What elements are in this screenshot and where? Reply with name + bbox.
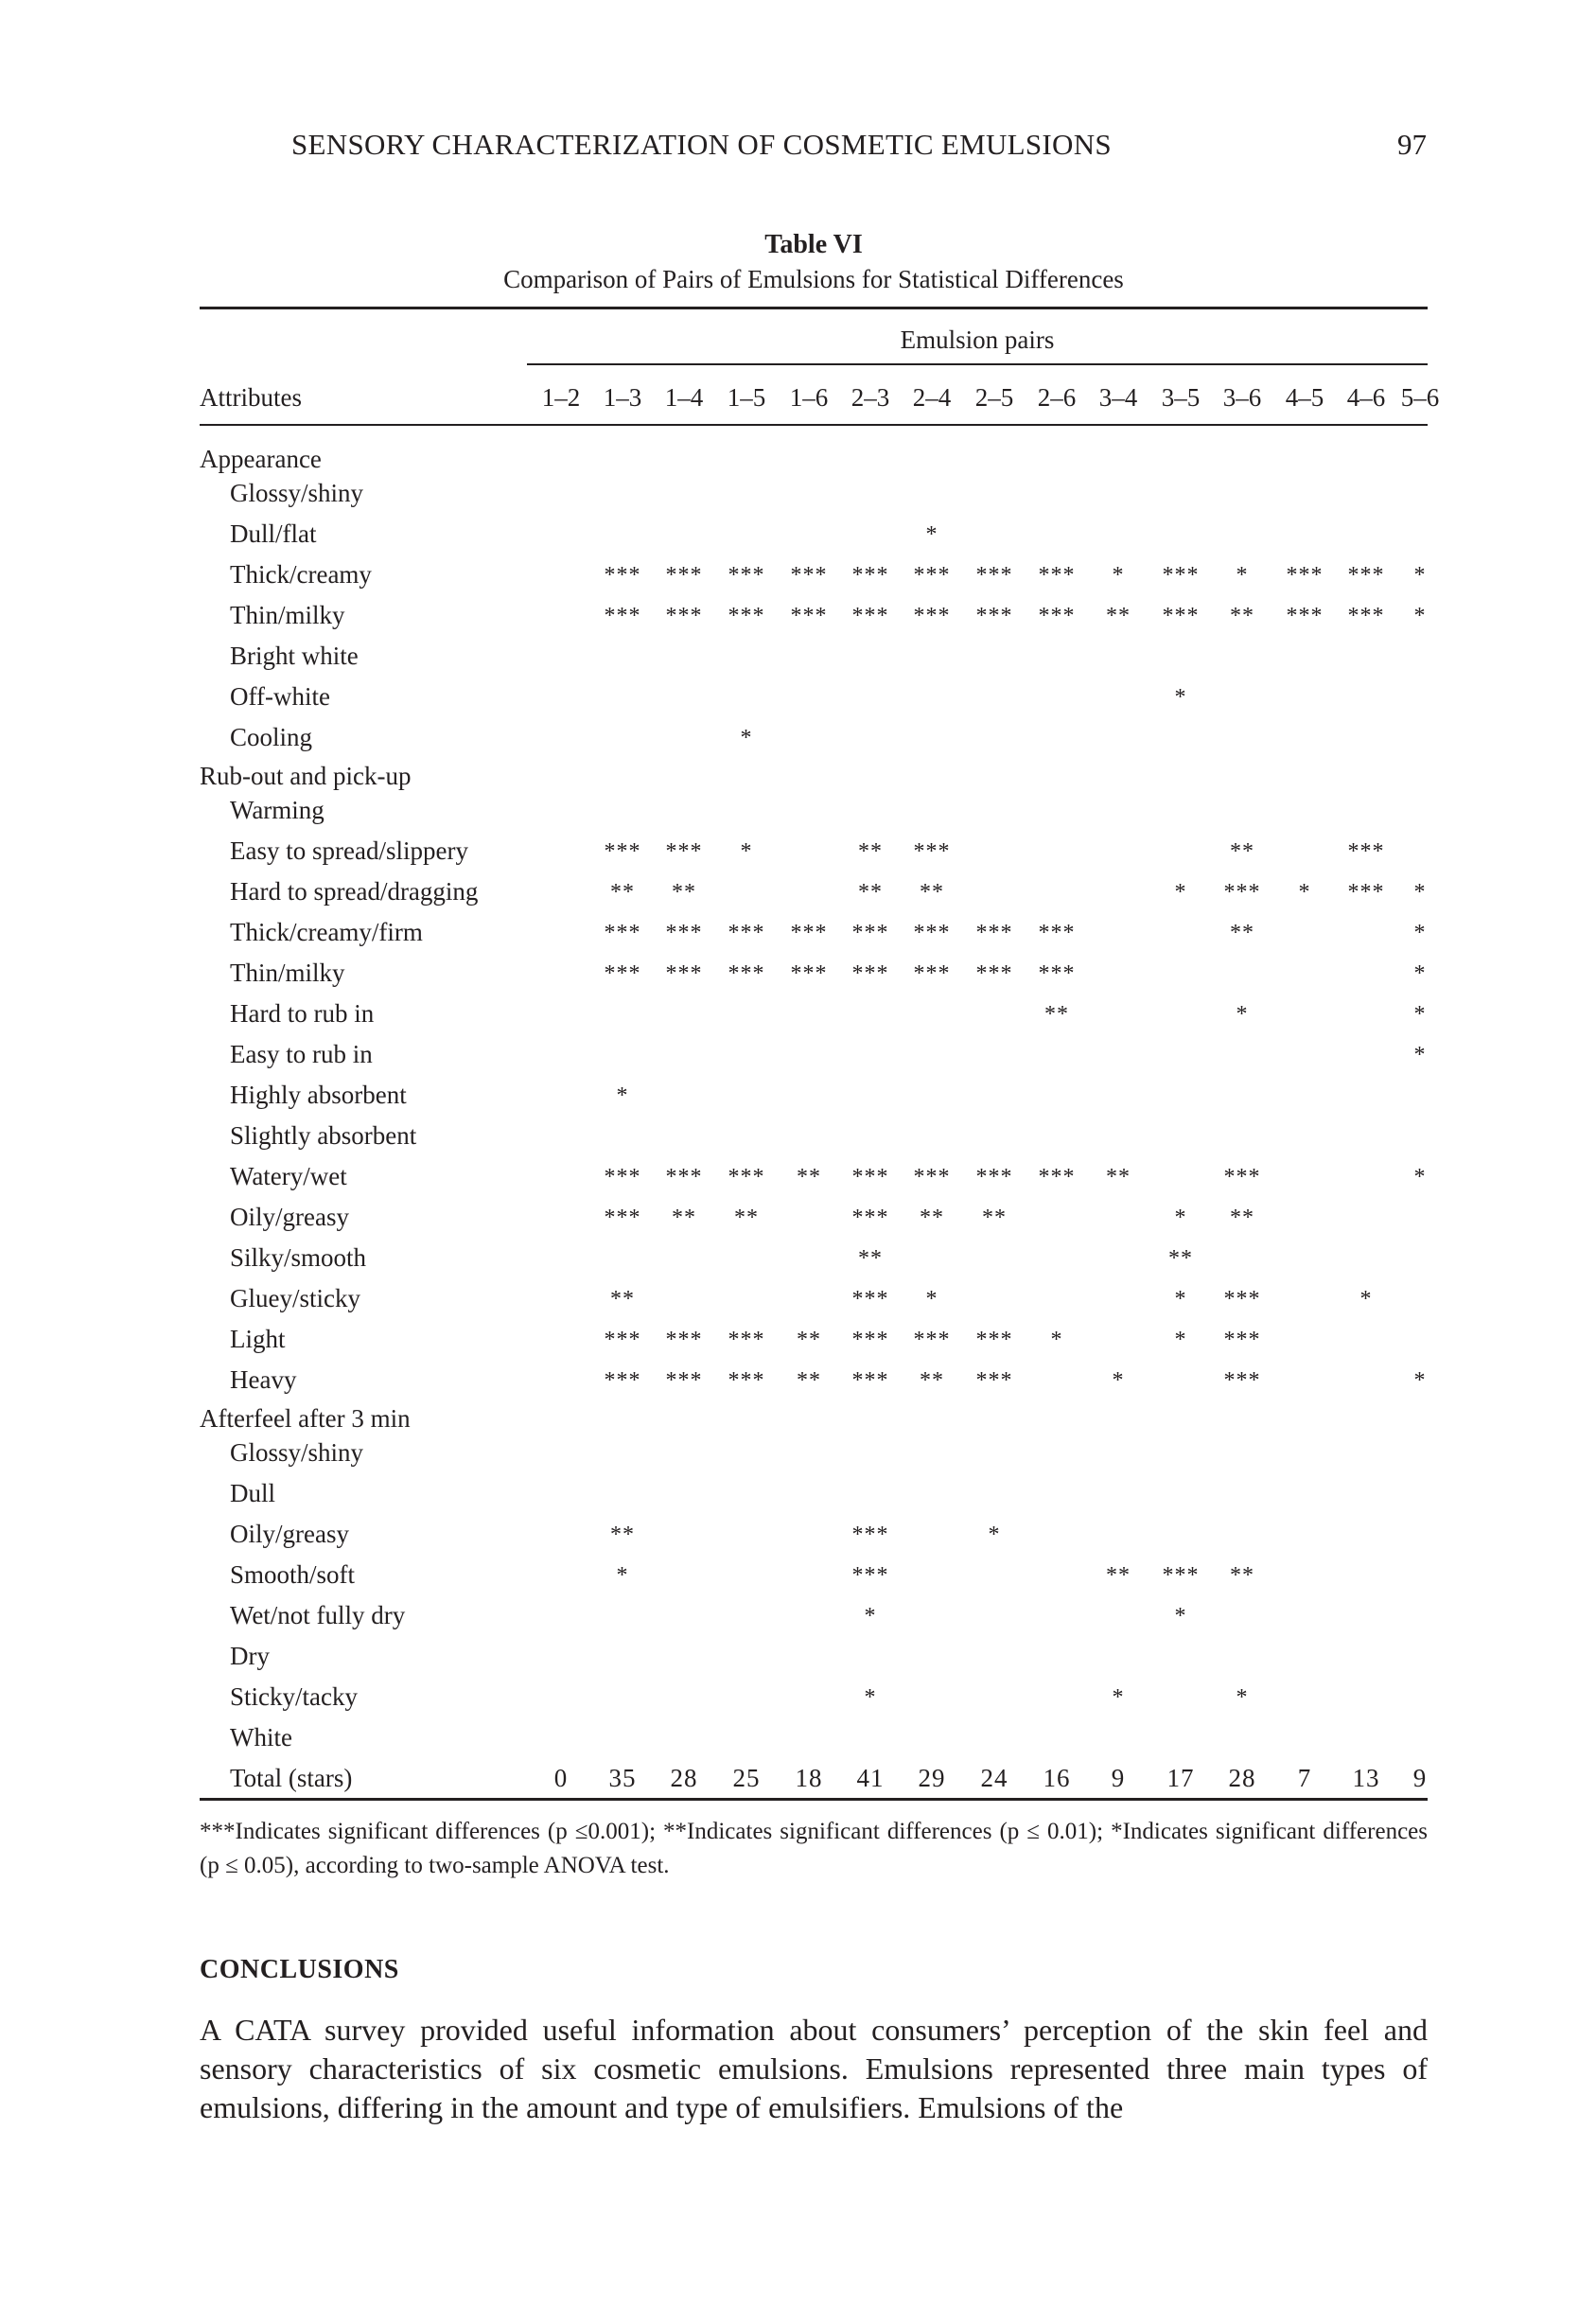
significance-cell: * xyxy=(1112,1685,1125,1710)
significance-cell: ** xyxy=(797,1328,821,1352)
significance-cell: *** xyxy=(728,604,765,628)
significance-cell: *** xyxy=(604,1165,641,1189)
significance-cell: * xyxy=(1236,1685,1249,1710)
significance-cell: * xyxy=(925,1287,938,1311)
significance-cell: * xyxy=(1413,604,1427,628)
table-row xyxy=(0,673,1596,713)
table-row xyxy=(0,827,1596,868)
total-cell: 41 xyxy=(856,1764,885,1792)
conclusions-text: A CATA survey provided useful information about consumers’ perception of the skin feel and sensory characteristics of six cosmetic emulsions. Emulsions represented three main types of emulsions, differing in the amount and type of emulsifiers. Emulsions of the xyxy=(200,2013,1428,2124)
significance-cell: *** xyxy=(913,921,951,945)
significance-cell: * xyxy=(1413,1368,1427,1393)
emulsion-pairs-label: Emulsion pairs xyxy=(900,326,1055,354)
significance-cell: *** xyxy=(1223,880,1261,905)
total-cell: 17 xyxy=(1166,1764,1195,1792)
pair-header: 2–3 xyxy=(851,383,890,412)
significance-cell: *** xyxy=(1038,604,1076,628)
significance-cell: *** xyxy=(975,961,1013,986)
significance-cell: *** xyxy=(665,604,703,628)
significance-cell: *** xyxy=(851,1328,889,1352)
significance-cell: ** xyxy=(1230,1206,1254,1230)
significance-cell: *** xyxy=(604,1328,641,1352)
table-row xyxy=(0,786,1596,827)
significance-cell: * xyxy=(1413,880,1427,905)
table-row xyxy=(0,990,1596,1030)
significance-cell: *** xyxy=(851,604,889,628)
significance-cell: *** xyxy=(665,1368,703,1393)
significance-cell: *** xyxy=(728,1165,765,1189)
significance-cell: *** xyxy=(790,921,828,945)
significance-cell: *** xyxy=(1223,1287,1261,1311)
attribute-label: Thin/milky xyxy=(230,601,345,629)
total-row xyxy=(0,1754,1596,1795)
significance-cell: *** xyxy=(604,839,641,864)
significance-cell: *** xyxy=(1162,1563,1200,1588)
attribute-label: Sticky/tacky xyxy=(230,1682,358,1711)
significance-cell: *** xyxy=(1162,604,1200,628)
significance-cell: ** xyxy=(858,1246,883,1271)
table-row xyxy=(0,469,1596,510)
pair-header: 1–3 xyxy=(603,383,642,412)
significance-cell: *** xyxy=(665,563,703,588)
total-cell: 0 xyxy=(553,1764,569,1792)
running-head: SENSORY CHARACTERIZATION OF COSMETIC EMULSIONS xyxy=(291,128,1112,161)
significance-cell: *** xyxy=(1223,1165,1261,1189)
significance-cell: *** xyxy=(975,563,1013,588)
pair-header: 2–5 xyxy=(974,383,1014,412)
significance-cell: ** xyxy=(1106,1563,1131,1588)
significance-cell: *** xyxy=(1286,604,1324,628)
significance-cell: ** xyxy=(797,1368,821,1393)
attribute-label: Hard to rub in xyxy=(230,999,375,1028)
significance-cell: *** xyxy=(851,563,889,588)
total-cell: 24 xyxy=(980,1764,1008,1792)
significance-cell: *** xyxy=(665,1165,703,1189)
significance-cell: *** xyxy=(728,1328,765,1352)
significance-cell: *** xyxy=(1038,921,1076,945)
significance-cell: *** xyxy=(851,921,889,945)
attribute-label: White xyxy=(230,1723,292,1752)
significance-cell: ** xyxy=(1106,604,1131,628)
attribute-label: Warming xyxy=(230,796,324,824)
section-row xyxy=(0,1397,1596,1433)
significance-cell: *** xyxy=(728,563,765,588)
significance-cell: ** xyxy=(858,839,883,864)
significance-cell: *** xyxy=(975,604,1013,628)
table-row xyxy=(0,1030,1596,1071)
significance-cell: * xyxy=(1050,1328,1063,1352)
table-row xyxy=(0,949,1596,990)
significance-cell: *** xyxy=(1347,604,1385,628)
significance-cell: *** xyxy=(728,921,765,945)
total-cell: 35 xyxy=(608,1764,637,1792)
attribute-label: Dry xyxy=(230,1642,270,1670)
attribute-label: Off-white xyxy=(230,682,330,711)
column-span-rule xyxy=(527,363,1428,365)
attribute-label: Hard to spread/dragging xyxy=(230,877,479,906)
significance-cell: *** xyxy=(665,921,703,945)
table-body xyxy=(0,437,1596,1795)
attribute-label: Glossy/shiny xyxy=(230,479,364,507)
significance-cell: *** xyxy=(913,604,951,628)
significance-cell: *** xyxy=(913,839,951,864)
table-row xyxy=(0,1071,1596,1112)
attribute-label: Smooth/soft xyxy=(230,1560,356,1589)
significance-cell: *** xyxy=(665,1328,703,1352)
table-row xyxy=(0,1112,1596,1153)
significance-cell: *** xyxy=(851,1206,889,1230)
pair-header: 4–5 xyxy=(1285,383,1324,412)
table-title: Table VI xyxy=(764,230,863,259)
attribute-label: Thin/milky xyxy=(230,959,345,987)
significance-cell: * xyxy=(1298,880,1311,905)
attribute-label: Bright white xyxy=(230,642,359,670)
table-row xyxy=(0,1673,1596,1714)
pair-header: 3–6 xyxy=(1222,383,1262,412)
significance-cell: *** xyxy=(790,563,828,588)
table-row xyxy=(0,1356,1596,1397)
significance-cell: *** xyxy=(1347,880,1385,905)
total-cell: 25 xyxy=(732,1764,761,1792)
significance-cell: * xyxy=(616,1563,629,1588)
attribute-label: Silky/smooth xyxy=(230,1243,367,1272)
pair-header: 1–5 xyxy=(727,383,766,412)
significance-cell: ** xyxy=(1106,1165,1131,1189)
table-row xyxy=(0,1632,1596,1673)
attribute-label: Glossy/shiny xyxy=(230,1438,364,1467)
significance-cell: * xyxy=(1236,563,1249,588)
section-row xyxy=(0,754,1596,790)
significance-cell: ** xyxy=(672,1206,696,1230)
table-row xyxy=(0,1315,1596,1356)
attribute-label: Thick/creamy xyxy=(230,560,372,589)
attribute-label: Dull/flat xyxy=(230,519,317,548)
significance-cell: * xyxy=(1413,1002,1427,1027)
significance-cell: ** xyxy=(920,1368,944,1393)
table-row xyxy=(0,1234,1596,1275)
table-row xyxy=(0,591,1596,632)
section-row xyxy=(0,437,1596,473)
attribute-label: Watery/wet xyxy=(230,1162,347,1190)
pair-header: 3–5 xyxy=(1161,383,1201,412)
significance-cell: *** xyxy=(790,604,828,628)
significance-cell: *** xyxy=(604,604,641,628)
significance-cell: ** xyxy=(1230,1563,1254,1588)
total-cell: 18 xyxy=(795,1764,823,1792)
section-label: Afterfeel after 3 min xyxy=(200,1404,411,1433)
significance-cell: ** xyxy=(1168,1246,1193,1271)
table-row xyxy=(0,1551,1596,1592)
table-row xyxy=(0,1510,1596,1551)
significance-cell: *** xyxy=(975,1328,1013,1352)
significance-cell: * xyxy=(864,1685,877,1710)
significance-cell: *** xyxy=(1223,1328,1261,1352)
significance-cell: ** xyxy=(797,1165,821,1189)
significance-cell: ** xyxy=(982,1206,1007,1230)
significance-cell: *** xyxy=(975,921,1013,945)
table-bottom-rule xyxy=(200,1798,1428,1801)
pair-header: 2–4 xyxy=(912,383,952,412)
significance-cell: * xyxy=(1174,1287,1187,1311)
significance-cell: *** xyxy=(913,1328,951,1352)
significance-cell: *** xyxy=(851,1165,889,1189)
significance-cell: ** xyxy=(920,1206,944,1230)
significance-cell: * xyxy=(925,522,938,547)
significance-cell: *** xyxy=(1038,563,1076,588)
table-top-rule xyxy=(200,307,1428,309)
table-row xyxy=(0,908,1596,949)
significance-cell: *** xyxy=(790,961,828,986)
significance-cell: *** xyxy=(604,961,641,986)
significance-cell: *** xyxy=(851,1368,889,1393)
significance-cell: * xyxy=(1413,563,1427,588)
table-row xyxy=(0,868,1596,908)
significance-cell: *** xyxy=(1347,563,1385,588)
attribute-label: Cooling xyxy=(230,723,313,751)
pair-header: 1–6 xyxy=(789,383,829,412)
attribute-label: Dull xyxy=(230,1479,276,1507)
pair-header: 5–6 xyxy=(1400,383,1440,412)
attribute-label: Total (stars) xyxy=(230,1764,353,1792)
section-label: Appearance xyxy=(200,445,322,473)
table-row xyxy=(0,1592,1596,1632)
pair-header: 1–4 xyxy=(664,383,704,412)
significance-cell: * xyxy=(1413,1165,1427,1189)
significance-cell: ** xyxy=(672,880,696,905)
significance-cell: ** xyxy=(1230,604,1254,628)
significance-cell: * xyxy=(1112,563,1125,588)
significance-cell: * xyxy=(1359,1287,1373,1311)
significance-cell: * xyxy=(1413,1043,1427,1067)
significance-cell: * xyxy=(1174,1604,1187,1628)
significance-cell: *** xyxy=(1038,961,1076,986)
attribute-label: Oily/greasy xyxy=(230,1203,349,1231)
table-row xyxy=(0,1275,1596,1315)
significance-cell: ** xyxy=(920,880,944,905)
attribute-label: Easy to spread/slippery xyxy=(230,836,468,865)
significance-cell: *** xyxy=(665,961,703,986)
significance-cell: ** xyxy=(1230,839,1254,864)
attribute-label: Light xyxy=(230,1325,286,1353)
table-row xyxy=(0,1429,1596,1470)
total-cell: 28 xyxy=(1228,1764,1256,1792)
attributes-header: Attributes xyxy=(200,383,302,412)
attribute-label: Oily/greasy xyxy=(230,1520,349,1548)
significance-cell: *** xyxy=(604,921,641,945)
table-row xyxy=(0,632,1596,673)
significance-cell: *** xyxy=(851,961,889,986)
significance-cell: ** xyxy=(610,1287,635,1311)
significance-cell: *** xyxy=(975,1165,1013,1189)
attribute-label: Heavy xyxy=(230,1365,297,1394)
total-cell: 13 xyxy=(1352,1764,1380,1792)
significance-cell: ** xyxy=(858,880,883,905)
significance-cell: *** xyxy=(728,1368,765,1393)
significance-cell: * xyxy=(740,839,753,864)
significance-cell: *** xyxy=(604,1206,641,1230)
table-caption: Comparison of Pairs of Emulsions for Statistical Differences xyxy=(503,265,1124,293)
significance-cell: *** xyxy=(665,839,703,864)
total-cell: 7 xyxy=(1297,1764,1312,1792)
attribute-label: Thick/creamy/firm xyxy=(230,918,423,946)
significance-cell: *** xyxy=(913,563,951,588)
significance-cell: ** xyxy=(1230,921,1254,945)
significance-cell: * xyxy=(1236,1002,1249,1027)
significance-cell: *** xyxy=(1223,1368,1261,1393)
significance-cell: *** xyxy=(604,563,641,588)
table-row xyxy=(0,1470,1596,1510)
significance-cell: * xyxy=(1174,685,1187,710)
pair-header: 4–6 xyxy=(1346,383,1386,412)
section-label: Rub-out and pick-up xyxy=(200,762,412,790)
table-footnote: ***Indicates significant differences (p ≤0.001); **Indicates significant differences (p ≤ 0.01); *Indicates significant differences (p ≤ 0.05), according to two-sample ANOVA test. xyxy=(200,1819,1428,1878)
significance-cell: ** xyxy=(1044,1002,1069,1027)
significance-cell: *** xyxy=(1347,839,1385,864)
table-row xyxy=(0,713,1596,754)
significance-cell: *** xyxy=(604,1368,641,1393)
significance-cell: * xyxy=(1413,961,1427,986)
table-header-rule xyxy=(200,424,1428,426)
significance-cell: *** xyxy=(1162,563,1200,588)
significance-cell: ** xyxy=(610,1523,635,1547)
significance-cell: * xyxy=(1174,1328,1187,1352)
significance-cell: * xyxy=(1174,1206,1187,1230)
significance-cell: * xyxy=(1174,880,1187,905)
significance-cell: * xyxy=(1413,921,1427,945)
page-number: 97 xyxy=(1397,128,1427,161)
attribute-label: Easy to rub in xyxy=(230,1040,373,1068)
significance-cell: ** xyxy=(610,880,635,905)
table-row xyxy=(0,551,1596,591)
conclusions-heading: CONCLUSIONS xyxy=(200,1955,399,1984)
significance-cell: *** xyxy=(851,1287,889,1311)
significance-cell: *** xyxy=(728,961,765,986)
total-cell: 28 xyxy=(670,1764,698,1792)
significance-cell: *** xyxy=(851,1523,889,1547)
significance-cell: *** xyxy=(975,1368,1013,1393)
significance-cell: *** xyxy=(913,961,951,986)
attribute-label: Slightly absorbent xyxy=(230,1121,417,1150)
total-cell: 16 xyxy=(1043,1764,1071,1792)
significance-cell: *** xyxy=(1286,563,1324,588)
total-cell: 29 xyxy=(918,1764,946,1792)
significance-cell: * xyxy=(988,1523,1001,1547)
total-cell: 9 xyxy=(1111,1764,1126,1792)
total-cell: 9 xyxy=(1412,1764,1428,1792)
table-row xyxy=(0,510,1596,551)
significance-cell: * xyxy=(616,1083,629,1108)
significance-cell: * xyxy=(864,1604,877,1628)
pair-header: 2–6 xyxy=(1037,383,1077,412)
pair-header: 1–2 xyxy=(541,383,581,412)
table-row xyxy=(0,1153,1596,1193)
table-row xyxy=(0,1714,1596,1754)
pair-header: 3–4 xyxy=(1098,383,1138,412)
table-row xyxy=(0,1193,1596,1234)
significance-cell: * xyxy=(740,726,753,750)
attribute-label: Wet/not fully dry xyxy=(230,1601,406,1629)
significance-cell: * xyxy=(1112,1368,1125,1393)
significance-cell: ** xyxy=(734,1206,759,1230)
significance-cell: *** xyxy=(1038,1165,1076,1189)
attribute-label: Highly absorbent xyxy=(230,1081,407,1109)
significance-cell: *** xyxy=(913,1165,951,1189)
attribute-label: Gluey/sticky xyxy=(230,1284,360,1312)
significance-cell: *** xyxy=(851,1563,889,1588)
